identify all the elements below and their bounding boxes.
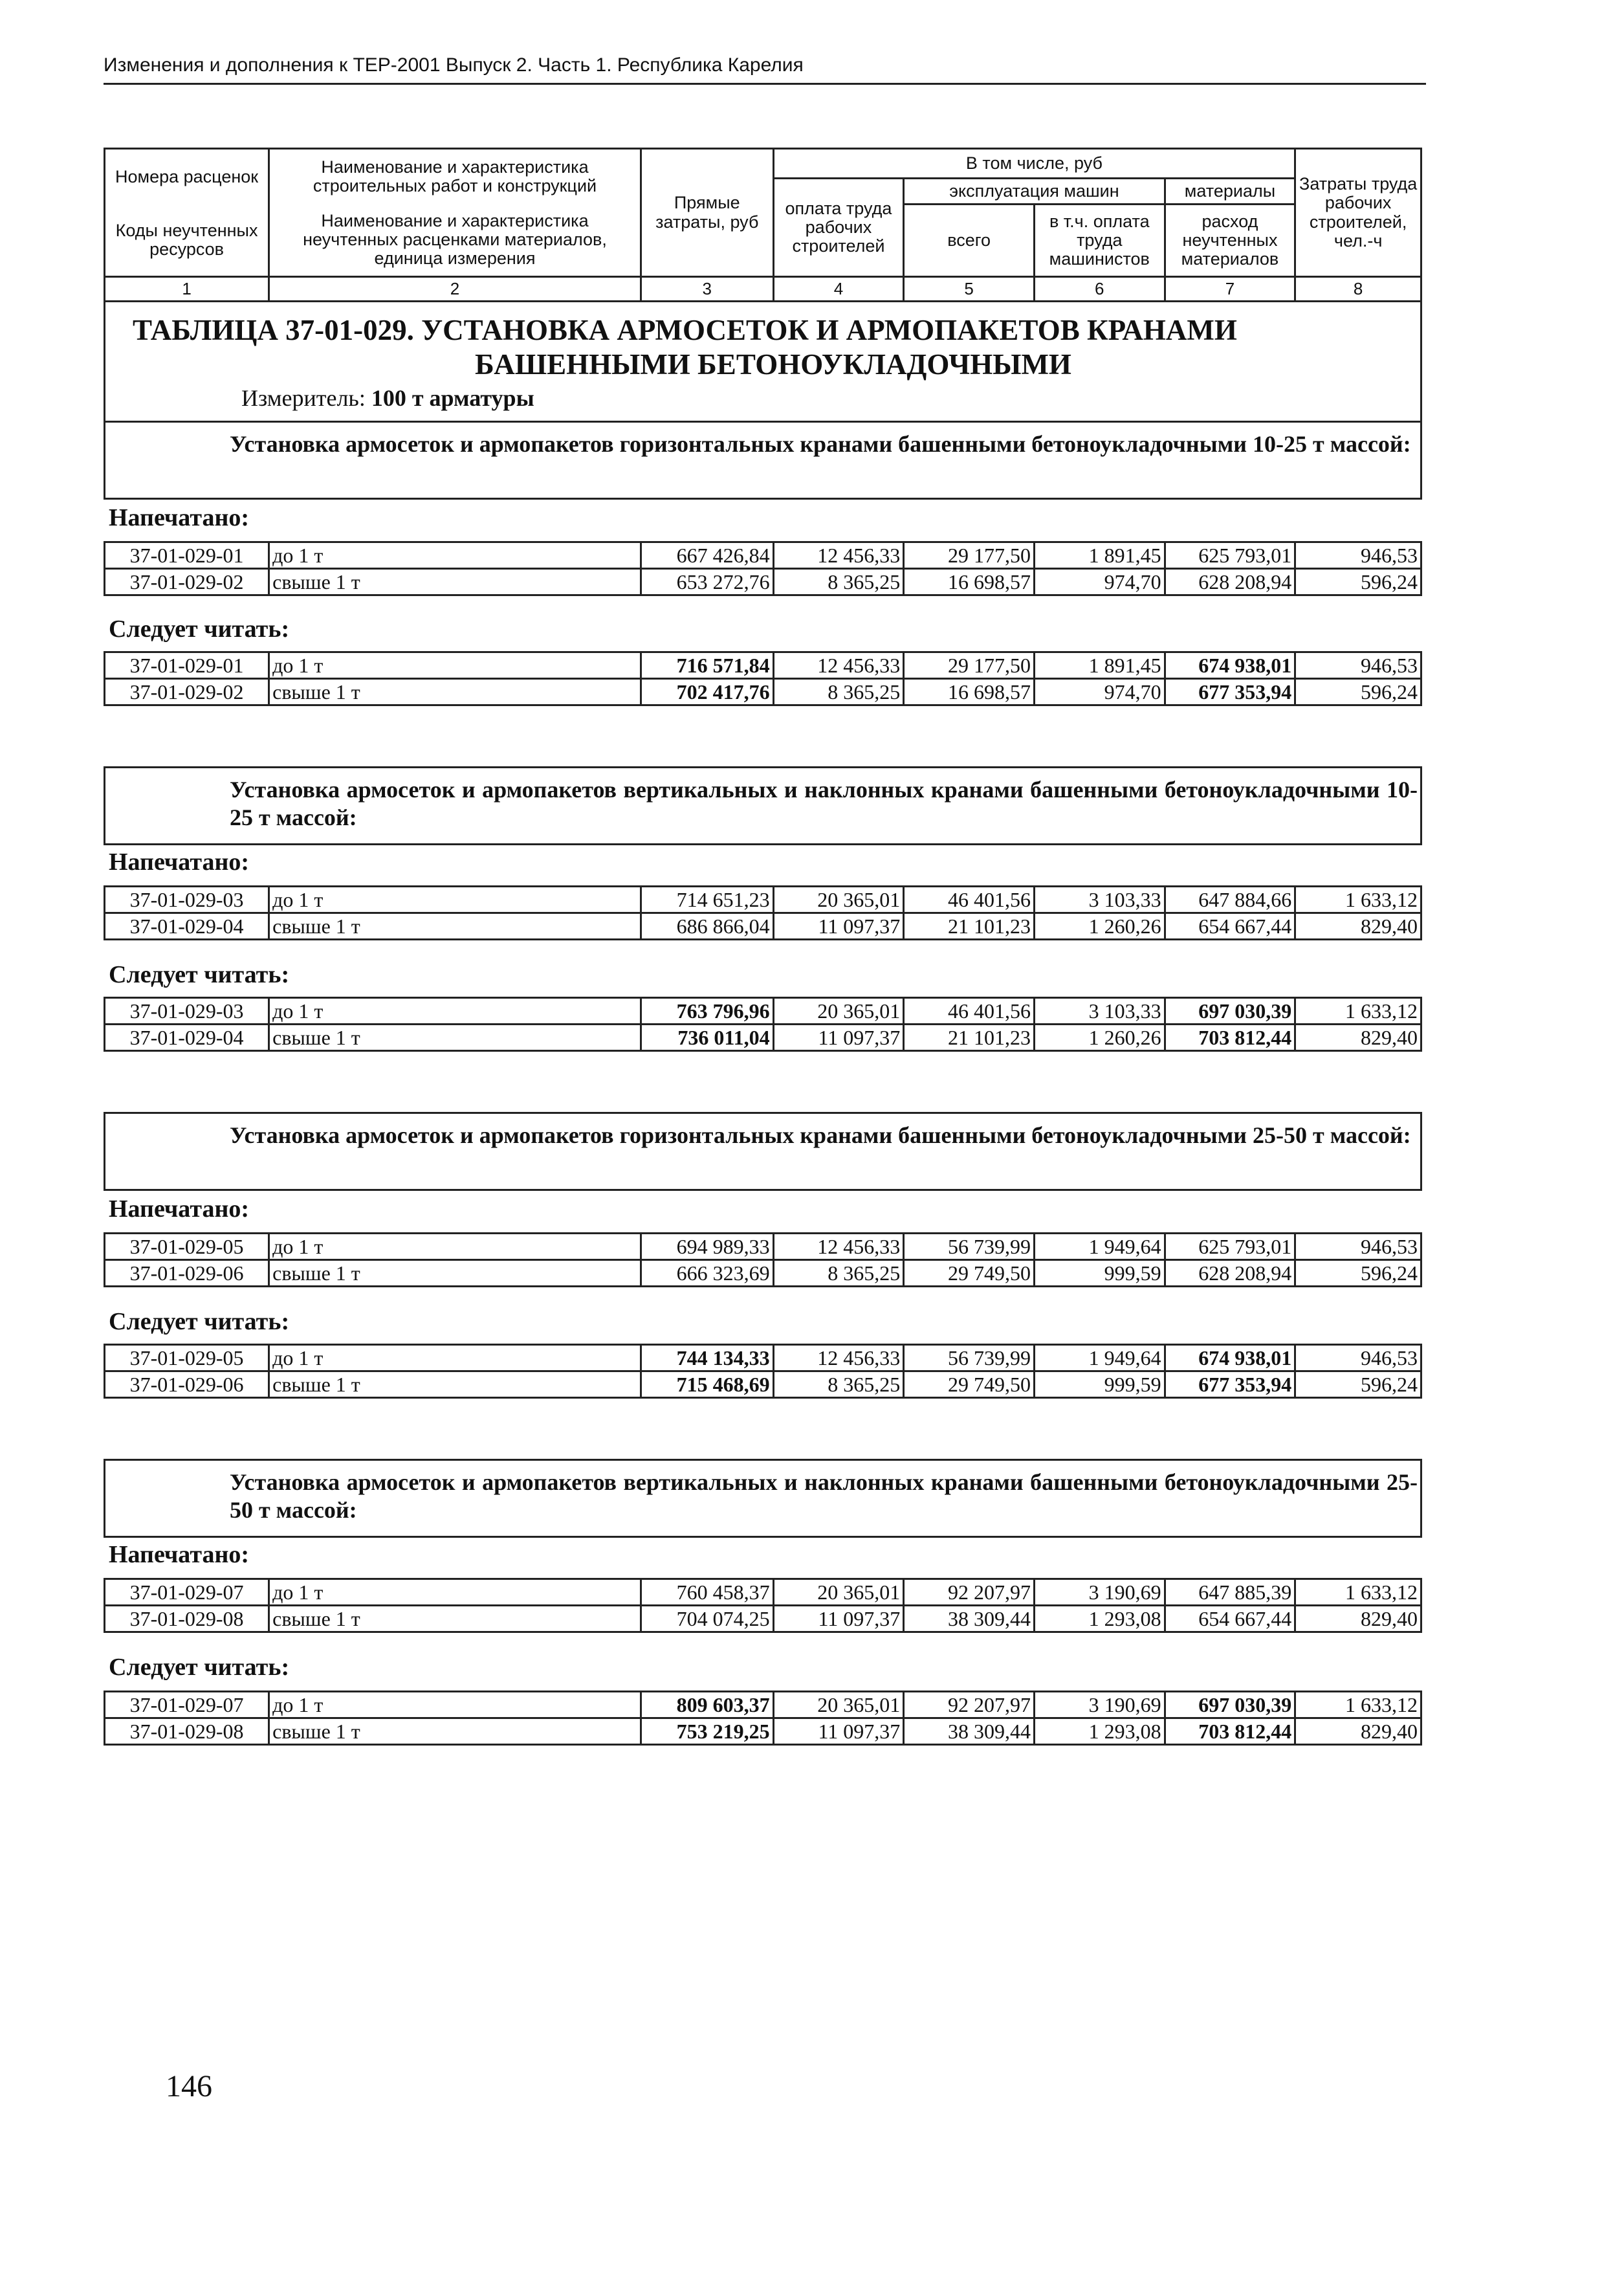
should-read-label: Следует читать: [109,1654,290,1681]
measure-label: Измеритель: [241,385,366,411]
printed-rates-table [104,541,1422,596]
wages-value: 20 365,01 [773,887,904,913]
labor-value: 596,24 [1295,1260,1421,1287]
corrected-rates-table [104,1691,1422,1746]
rate-name: до 1 т [269,1234,641,1260]
header-direct-costs: Прямые затраты, руб [641,149,773,277]
table-row [105,913,1421,940]
printed-label: Напечатано: [109,848,249,876]
rate-name: до 1 т [269,652,641,679]
machinist-wages-value: 1 891,45 [1034,652,1165,679]
machinist-wages-value: 999,59 [1034,1260,1165,1287]
machinist-wages-value: 3 190,69 [1034,1692,1165,1718]
column-header-table [104,148,1422,302]
printed-label: Напечатано: [109,1541,249,1568]
rate-code: 37-01-029-03 [105,998,269,1025]
wages-value: 12 456,33 [773,1345,904,1371]
machinist-wages-value: 1 949,64 [1034,1234,1165,1260]
table-row [105,542,1421,569]
labor-value: 829,40 [1295,1025,1421,1051]
labor-value: 1 633,12 [1295,998,1421,1025]
header-machines: эксплуатация машин [904,179,1165,205]
column-number: 5 [904,277,1035,302]
column-number: 6 [1034,277,1165,302]
machines-value: 29 177,50 [904,652,1035,679]
header-codes-bottom: Коды неучтенных ресурсов [105,205,269,277]
header-machinist-wages: в т.ч. оплата труда машинистов [1034,205,1165,277]
section-description-box [104,1459,1422,1538]
rate-code: 37-01-029-02 [105,569,269,595]
section-description-box [104,766,1422,845]
machines-value: 92 207,97 [904,1692,1035,1718]
rate-code: 37-01-029-06 [105,1260,269,1287]
machines-value: 92 207,97 [904,1579,1035,1606]
measure-value: 100 т арматуры [371,385,534,411]
rate-code: 37-01-029-01 [105,652,269,679]
printed-rates-table [104,885,1422,940]
materials-value: 697 030,39 [1165,998,1295,1025]
column-number: 1 [105,277,269,302]
rate-name: свыше 1 т [269,1718,641,1745]
machines-value: 29 749,50 [904,1371,1035,1398]
rate-name: до 1 т [269,1579,641,1606]
table-row [105,569,1421,595]
measure-unit [241,384,534,412]
materials-value: 703 812,44 [1165,1718,1295,1745]
wages-value: 20 365,01 [773,1692,904,1718]
column-number: 3 [641,277,773,302]
table-title-line2: БАШЕННЫМИ БЕТОНОУКЛАДОЧНЫМИ [475,348,1071,381]
header-labor: Затраты труда рабочих строителей, чел.-ч [1295,149,1421,277]
table-row [105,998,1421,1025]
machines-value: 56 739,99 [904,1234,1035,1260]
column-number: 2 [269,277,641,302]
rate-code: 37-01-029-01 [105,542,269,569]
machines-value: 21 101,23 [904,913,1035,940]
wages-value: 11 097,37 [773,1025,904,1051]
materials-value: 674 938,01 [1165,1345,1295,1371]
direct-costs-value: 694 989,33 [641,1234,773,1260]
direct-costs-value: 667 426,84 [641,542,773,569]
machines-value: 38 309,44 [904,1718,1035,1745]
section-description: Установка армосеток и армопакетов вертикальных и наклонных кранами башенными бетоноукладочными 10-25 т массой: [230,777,1418,831]
labor-value: 829,40 [1295,1606,1421,1632]
machinist-wages-value: 1 293,08 [1034,1718,1165,1745]
machinist-wages-value: 3 103,33 [1034,998,1165,1025]
wages-value: 8 365,25 [773,569,904,595]
labor-value: 829,40 [1295,913,1421,940]
machinist-wages-value: 1 260,26 [1034,1025,1165,1051]
wages-value: 12 456,33 [773,652,904,679]
materials-value: 625 793,01 [1165,1234,1295,1260]
machines-value: 16 698,57 [904,569,1035,595]
rate-code: 37-01-029-07 [105,1692,269,1718]
machinist-wages-value: 1 891,45 [1034,542,1165,569]
section-description: Установка армосеток и армопакетов горизонтальных кранами башенными бетоноукладочными 10-25 т массой: [230,431,1411,457]
table-row [105,1606,1421,1632]
rate-name: до 1 т [269,1345,641,1371]
wages-value: 12 456,33 [773,542,904,569]
direct-costs-value: 753 219,25 [641,1718,773,1745]
page-number: 146 [166,2069,212,2103]
direct-costs-value: 702 417,76 [641,679,773,705]
section-description-box [104,1112,1422,1191]
wages-value: 12 456,33 [773,1234,904,1260]
materials-value: 654 667,44 [1165,913,1295,940]
rate-code: 37-01-029-08 [105,1718,269,1745]
materials-value: 647 884,66 [1165,887,1295,913]
section-description-box [104,421,1422,500]
should-read-label: Следует читать: [109,1308,290,1335]
machinist-wages-value: 3 190,69 [1034,1579,1165,1606]
machinist-wages-value: 974,70 [1034,679,1165,705]
direct-costs-value: 760 458,37 [641,1579,773,1606]
direct-costs-value: 744 134,33 [641,1345,773,1371]
materials-value: 677 353,94 [1165,1371,1295,1398]
table-row [105,1579,1421,1606]
machines-value: 46 401,56 [904,998,1035,1025]
direct-costs-value: 686 866,04 [641,913,773,940]
rate-name: свыше 1 т [269,679,641,705]
wages-value: 11 097,37 [773,1606,904,1632]
wages-value: 11 097,37 [773,913,904,940]
labor-value: 946,53 [1295,652,1421,679]
rate-name: до 1 т [269,1692,641,1718]
table-title-box [104,302,1422,423]
materials-value: 697 030,39 [1165,1692,1295,1718]
table-row [105,1234,1421,1260]
header-including: В том числе, руб [773,149,1295,179]
labor-value: 946,53 [1295,1345,1421,1371]
rate-name: свыше 1 т [269,913,641,940]
header-wages: оплата труда рабочих строителей [773,179,904,277]
machinist-wages-value: 1 949,64 [1034,1345,1165,1371]
section-description: Установка армосеток и армопакетов горизонтальных кранами башенными бетоноукладочными 25-50 т массой: [230,1122,1411,1148]
machines-value: 56 739,99 [904,1345,1035,1371]
should-read-label: Следует читать: [109,961,290,988]
machinist-wages-value: 1 293,08 [1034,1606,1165,1632]
table-title [133,313,1414,382]
printed-label: Напечатано: [109,504,249,531]
corrected-rates-table [104,997,1422,1052]
corrected-rates-table [104,1344,1422,1399]
wages-value: 8 365,25 [773,679,904,705]
direct-costs-value: 666 323,69 [641,1260,773,1287]
rate-name: свыше 1 т [269,569,641,595]
machinist-wages-value: 1 260,26 [1034,913,1165,940]
table-row [105,1371,1421,1398]
direct-costs-value: 809 603,37 [641,1692,773,1718]
header-materials-unaccounted: расход неучтенных материалов [1165,205,1295,277]
machines-value: 29 749,50 [904,1260,1035,1287]
labor-value: 1 633,12 [1295,887,1421,913]
table-row [105,1718,1421,1745]
rate-code: 37-01-029-04 [105,913,269,940]
header-machines-total: всего [904,205,1035,277]
labor-value: 596,24 [1295,1371,1421,1398]
section-description: Установка армосеток и армопакетов вертикальных и наклонных кранами башенными бетоноукладочными 25-50 т массой: [230,1469,1418,1524]
direct-costs-value: 736 011,04 [641,1025,773,1051]
machines-value: 16 698,57 [904,679,1035,705]
machines-value: 21 101,23 [904,1025,1035,1051]
should-read-label: Следует читать: [109,615,290,643]
materials-value: 677 353,94 [1165,679,1295,705]
rate-code: 37-01-029-08 [105,1606,269,1632]
machines-value: 46 401,56 [904,887,1035,913]
machines-value: 29 177,50 [904,542,1035,569]
labor-value: 946,53 [1295,542,1421,569]
rate-name: свыше 1 т [269,1025,641,1051]
table-title-line1: ТАБЛИЦА 37-01-029. УСТАНОВКА АРМОСЕТОК И АРМОПАКЕТОВ КРАНАМИ [133,314,1237,346]
labor-value: 596,24 [1295,679,1421,705]
rate-code: 37-01-029-03 [105,887,269,913]
materials-value: 628 208,94 [1165,569,1295,595]
machinist-wages-value: 3 103,33 [1034,887,1165,913]
table-row [105,1345,1421,1371]
page-header: Изменения и дополнения к ТЕР-2001 Выпуск 2. Часть 1. Республика Карелия [104,54,1426,85]
materials-value: 628 208,94 [1165,1260,1295,1287]
rate-name: до 1 т [269,887,641,913]
column-number: 8 [1295,277,1421,302]
rate-name: до 1 т [269,998,641,1025]
direct-costs-value: 653 272,76 [641,569,773,595]
rate-code: 37-01-029-04 [105,1025,269,1051]
column-number: 4 [773,277,904,302]
labor-value: 1 633,12 [1295,1692,1421,1718]
rate-name: свыше 1 т [269,1371,641,1398]
rate-code: 37-01-029-05 [105,1345,269,1371]
table-row [105,679,1421,705]
labor-value: 1 633,12 [1295,1579,1421,1606]
machinist-wages-value: 974,70 [1034,569,1165,595]
table-row [105,1025,1421,1051]
column-number: 7 [1165,277,1295,302]
header-name-bottom: Наименование и характеристика неучтенных расценками материалов, единица измерения [269,205,641,277]
rate-name: свыше 1 т [269,1260,641,1287]
wages-value: 8 365,25 [773,1260,904,1287]
materials-value: 703 812,44 [1165,1025,1295,1051]
direct-costs-value: 716 571,84 [641,652,773,679]
materials-value: 625 793,01 [1165,542,1295,569]
labor-value: 946,53 [1295,1234,1421,1260]
rate-code: 37-01-029-05 [105,1234,269,1260]
table-row [105,887,1421,913]
wages-value: 8 365,25 [773,1371,904,1398]
corrected-rates-table [104,651,1422,706]
header-name-top: Наименование и характеристика строительных работ и конструкций [269,149,641,205]
rate-name: свыше 1 т [269,1606,641,1632]
materials-value: 674 938,01 [1165,652,1295,679]
table-row [105,652,1421,679]
table-row [105,1260,1421,1287]
wages-value: 11 097,37 [773,1718,904,1745]
direct-costs-value: 704 074,25 [641,1606,773,1632]
rate-name: до 1 т [269,542,641,569]
wages-value: 20 365,01 [773,1579,904,1606]
rate-code: 37-01-029-07 [105,1579,269,1606]
rate-code: 37-01-029-02 [105,679,269,705]
printed-rates-table [104,1578,1422,1633]
printed-rates-table [104,1232,1422,1287]
machinist-wages-value: 999,59 [1034,1371,1165,1398]
direct-costs-value: 714 651,23 [641,887,773,913]
machines-value: 38 309,44 [904,1606,1035,1632]
header-codes-top: Номера расценок [105,149,269,205]
wages-value: 20 365,01 [773,998,904,1025]
header-materials: материалы [1165,179,1295,205]
labor-value: 596,24 [1295,569,1421,595]
table-row [105,1692,1421,1718]
printed-label: Напечатано: [109,1195,249,1223]
materials-value: 647 885,39 [1165,1579,1295,1606]
rate-code: 37-01-029-06 [105,1371,269,1398]
direct-costs-value: 763 796,96 [641,998,773,1025]
materials-value: 654 667,44 [1165,1606,1295,1632]
direct-costs-value: 715 468,69 [641,1371,773,1398]
labor-value: 829,40 [1295,1718,1421,1745]
